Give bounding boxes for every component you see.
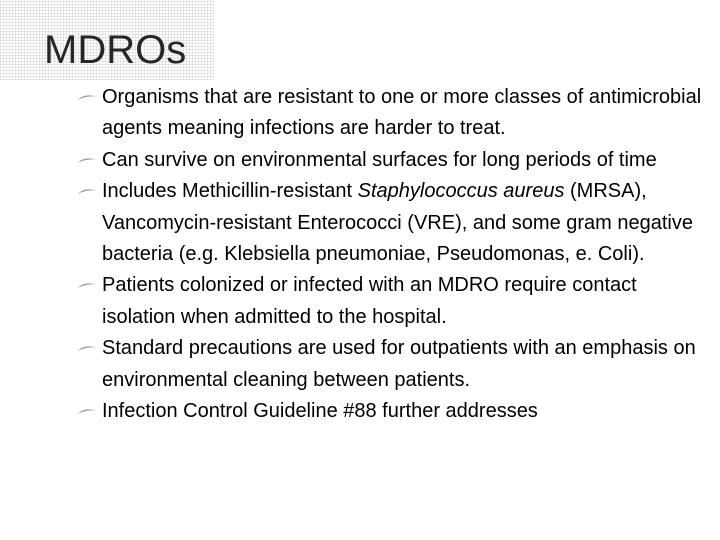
swoosh-bullet-icon	[77, 188, 97, 196]
swoosh-bullet-icon	[77, 282, 97, 290]
bullet-text: Organisms that are resistant to one or more classes of antimicrobial agents meaning infections are harder to treat.	[102, 86, 702, 140]
swoosh-bullet-icon	[77, 345, 97, 353]
swoosh-bullet-icon	[77, 94, 97, 102]
bullet-text: Can survive on environmental surfaces for long periods of time	[102, 148, 657, 171]
bullet-list	[102, 82, 702, 427]
bullet-text: Patients colonized or infected with an MDRO require contact isolation when admitted to the hospital.	[102, 274, 637, 328]
bullet-text-prefix: Includes Methicillin-resistant	[102, 180, 358, 203]
bullet-item	[102, 82, 702, 145]
bullet-text-suffix: (MRSA), Vancomycin-resistant Enterococci (VRE), and some gram negative bacteria (e.g. Klebsiella pneumoniae, Pseudomonas, e. Coli).	[102, 180, 693, 266]
bullet-text: Infection Control Guideline #88 further addresses	[102, 400, 538, 423]
swoosh-bullet-icon	[77, 408, 97, 416]
bullet-item	[102, 396, 702, 427]
organism-name-italic: Staphylococcus aureus	[357, 180, 565, 203]
swoosh-bullet-icon	[77, 157, 97, 165]
bullet-item	[102, 145, 702, 176]
bullet-text: Standard precautions are used for outpatients with an emphasis on environmental cleaning between patients.	[102, 337, 696, 391]
bullet-item	[102, 176, 702, 270]
slide-title: MDROs	[44, 28, 187, 72]
bullet-item	[102, 333, 702, 396]
bullet-item	[102, 270, 702, 333]
